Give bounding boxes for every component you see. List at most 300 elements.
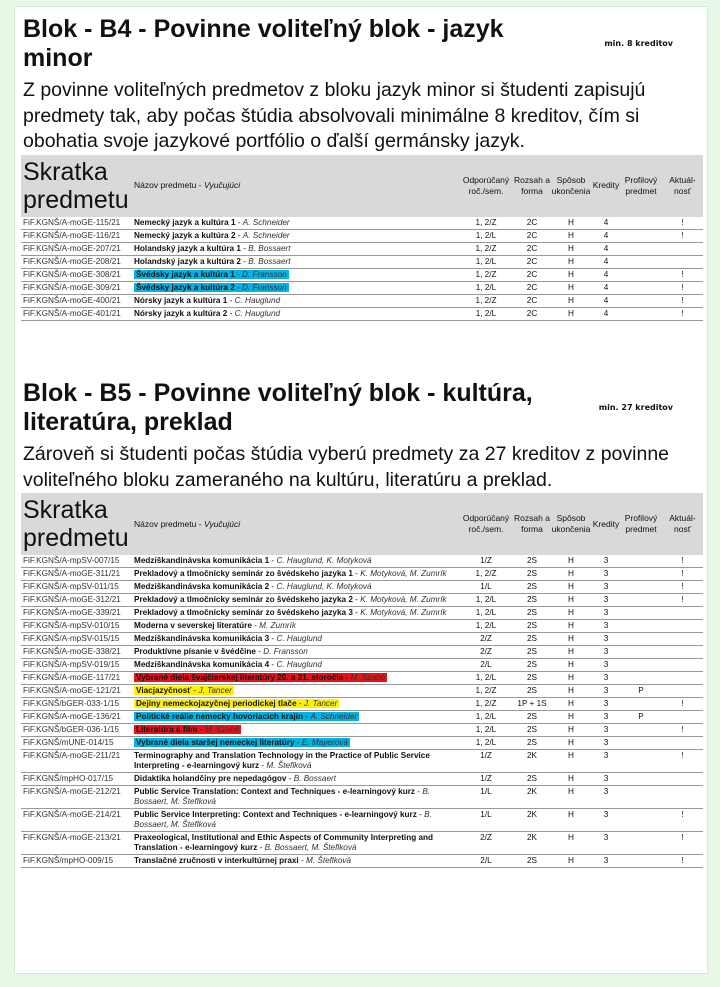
profile-flag [620,832,662,855]
actuality-flag: ! [662,568,703,581]
course-name-cell [132,750,458,773]
recommended-year: 1, 2/L [458,229,514,242]
table-row [21,217,703,230]
course-form: 2C [514,268,550,281]
course-name-cell [132,620,458,633]
recommended-year: 1/Z [458,773,514,786]
course-name-cell [132,217,458,230]
course-code: FiF.KGNŠ/mpHO-009/15 [21,855,132,868]
course-code: FiF.KGNŠ/A-moGE-213/21 [21,832,132,855]
course-teacher: D. Fransson [242,282,287,292]
recommended-year: 1, 2/L [458,711,514,724]
table-row [21,698,703,711]
profile-flag [620,633,662,646]
course-form: 2C [514,281,550,294]
actuality-flag: ! [662,809,703,832]
table-row [21,773,703,786]
course-teacher: M. Szabó [350,673,386,682]
course-code: FiF.KGNŠ/A-moGE-312/21 [21,594,132,607]
course-form: 2K [514,832,550,855]
course-name-cell [132,268,458,281]
table-body [21,555,703,868]
course-code: FiF.KGNŠ/bGER-036-1/15 [21,724,132,737]
course-code: FiF.KGNŠ/A-moGE-207/21 [21,242,132,255]
course-form: 2S [514,711,550,724]
course-name-wrap: Holandský jazyk a kultúra 2 - B. Bossaert [134,256,291,266]
course-name: Nemecký jazyk a kultúra 2 [134,230,236,240]
block-b4 [23,15,699,321]
completion-type: H [550,646,592,659]
recommended-year: 1/L [458,581,514,594]
recommended-year: 1, 2/Z [458,242,514,255]
course-name-cell [132,711,458,724]
completion-type: H [550,594,592,607]
course-name-cell [132,229,458,242]
course-form: 2S [514,607,550,620]
table-row [21,672,703,685]
course-name-wrap: Public Service Interpreting: Context and Techniques - e-learningový kurz - B. Bossaert, M. Šteflková [134,810,432,829]
recommended-year: 2/Z [458,646,514,659]
course-name-cell [132,242,458,255]
profile-flag [620,620,662,633]
table-row [21,786,703,809]
actuality-flag [662,646,703,659]
course-code: FiF.KGNŠ/mUNE-014/15 [21,737,132,750]
profile-flag [620,217,662,230]
course-teacher: D. Fransson [263,647,308,656]
course-name: Prekladový a tlmočnícky seminár zo švédskeho jazyka 3 [134,608,353,617]
course-name-wrap: Produktívne písanie v švédčine - D. Fransson [134,647,308,656]
block-title: Blok - B5 - Povinne voliteľný blok - kultúra, literatúra, preklad [23,379,533,436]
course-code: FiF.KGNŠ/A-moGE-117/21 [21,672,132,685]
course-name: Dejiny nemeckojazyčnej periodickej tlače [136,699,297,708]
recommended-year: 1, 2/L [458,594,514,607]
block-description: Z povinne voliteľných predmetov z bloku jazyk minor si študenti zapisujú predmety tak, aby počas štúdia absolvovali minimálne 8 kreditov, čím si obohatia svoje jazykové portfólio o ďalší germánsky jazyk. [23,79,646,152]
course-form: 2C [514,307,550,320]
completion-type: H [550,294,592,307]
recommended-year: 1, 2/L [458,620,514,633]
course-name-wrap: Terminography and Translation Technology in the Practice of Public Service Interpreting - e-learningový kurz - M. Šteflková [134,751,430,770]
block-description: Zároveň si študenti počas štúdia vyberú predmety za 27 kreditov z povinne voliteľného bloku zameraného na kultúru, literatúru a preklad. [23,443,670,491]
recommended-year: 2/Z [458,633,514,646]
recommended-year: 1, 2/L [458,255,514,268]
completion-type: H [550,685,592,698]
course-form: 2C [514,242,550,255]
course-code: FiF.KGNŠ/A-mpSV-010/15 [21,620,132,633]
completion-type: H [550,568,592,581]
course-code: FiF.KGNŠ/A-moGE-211/21 [21,750,132,773]
recommended-year: 2/L [458,659,514,672]
course-name-cell [132,607,458,620]
course-code: FiF.KGNŠ/A-moGE-339/21 [21,607,132,620]
min-credits: min. 8 kreditov [604,39,673,48]
course-name-cell [132,568,458,581]
col-rozsah: Rozsah a forma [514,174,550,196]
col-sposob: Spôsob ukončenia [551,513,591,534]
course-code: FiF.KGNŠ/A-mpSV-011/15 [21,581,132,594]
actuality-flag: ! [662,855,703,868]
course-teacher: B. Bossaert [248,243,291,253]
credits: 3 [592,555,620,568]
course-name-cell [132,633,458,646]
credits: 4 [592,229,620,242]
course-name: Praxeological, Institutional and Ethic Aspects of Community Interpreting and Translation - e-learningový kurz [134,833,434,852]
actuality-flag: ! [662,750,703,773]
credits: 3 [592,786,620,809]
completion-type: H [550,698,592,711]
course-name-cell [132,685,458,698]
col-profilovy: Profilový predmet [624,513,658,534]
course-name-cell [132,737,458,750]
course-code: FiF.KGNŠ/A-moGE-116/21 [21,229,132,242]
profile-flag [620,773,662,786]
completion-type: H [550,217,592,230]
course-name-wrap: Viacjazyčnosť - J. Tancer [136,686,232,695]
table-row [21,724,703,737]
course-code: FiF.KGNŠ/A-moGE-208/21 [21,255,132,268]
course-form: 2S [514,773,550,786]
course-name-cell [132,786,458,809]
courses-table [21,155,703,321]
profile-flag [620,607,662,620]
credits: 3 [592,633,620,646]
profile-flag [620,646,662,659]
course-name: Viacjazyčnosť [136,686,192,695]
credits: 3 [592,855,620,868]
table-row [21,555,703,568]
course-teacher: M. Szabó [204,725,240,734]
course-form: 2S [514,620,550,633]
actuality-flag [662,737,703,750]
recommended-year: 1/Z [458,750,514,773]
course-code: FiF.KGNŠ/A-moGE-212/21 [21,786,132,809]
course-teacher: C. Hauglund [234,308,281,318]
credits: 3 [592,773,620,786]
col-profilovy: Profilový predmet [624,174,658,196]
table-row [21,581,703,594]
course-name-cell [132,724,458,737]
course-form: 2S [514,646,550,659]
actuality-flag [662,672,703,685]
course-name: Vybrané diela švajčiarskej literatúry 20. a 21. storočia [136,673,344,682]
course-name-wrap: Medziškandinávska komunikácia 2 - C. Hauglund, K. Motyková [134,582,372,591]
course-code: FiF.KGNŠ/A-moGE-136/21 [21,711,132,724]
credits: 4 [592,255,620,268]
profile-flag [620,737,662,750]
course-name-cell [132,659,458,672]
course-teacher: B. Bossaert, M. Šteflková [134,810,432,829]
completion-type: H [550,809,592,832]
profile-flag [620,809,662,832]
block-title: Blok - B4 - Povinne voliteľný blok - jazyk minor [23,15,504,72]
course-name: Vybrané diela staršej nemeckej literatúry [136,738,295,747]
course-teacher: A. Schneider [242,230,290,240]
completion-type: H [550,773,592,786]
recommended-year: 1/L [458,809,514,832]
actuality-flag: ! [662,217,703,230]
completion-type: H [550,242,592,255]
table-row [21,242,703,255]
course-teacher: A. Schneider [310,712,358,721]
course-name: Translačné zručnosti v interkultúrnej praxi [134,856,299,865]
credits: 3 [592,724,620,737]
course-form: 2S [514,568,550,581]
table-row [21,229,703,242]
course-form: 2S [514,659,550,672]
credits: 3 [592,711,620,724]
table-row [21,685,703,698]
completion-type: H [550,307,592,320]
completion-type: H [550,620,592,633]
course-form: 2C [514,255,550,268]
course-name: Didaktika holandčiny pre nepedagógov [134,774,287,783]
course-form: 2S [514,724,550,737]
course-teacher: K. Motyková, M. Zumrík [360,569,447,578]
actuality-flag [662,255,703,268]
content-card [14,6,708,974]
recommended-year: 2/Z [458,832,514,855]
course-form: 2S [514,633,550,646]
actuality-flag: ! [662,698,703,711]
course-name: Moderna v severskej literatúre [134,621,252,630]
completion-type: H [550,255,592,268]
table-row [21,281,703,294]
course-teacher: E. Mayerová [301,738,348,747]
course-name: Medziškandinávska komunikácia 1 [134,556,270,565]
table-row [21,855,703,868]
course-name-wrap: Švédsky jazyk a kultúra 1 - D. Fransson [136,269,287,279]
profile-flag: P [620,685,662,698]
course-code: FiF.KGNŠ/A-moGE-309/21 [21,281,132,294]
credits: 3 [592,620,620,633]
profile-flag [620,568,662,581]
actuality-flag: ! [662,594,703,607]
col-aktualnost: Aktuál-nosť [669,513,696,534]
credits: 4 [592,242,620,255]
profile-flag [620,242,662,255]
course-name-wrap: Medziškandinávska komunikácia 4 - C. Hauglund [134,660,322,669]
table-row [21,594,703,607]
course-form: 2K [514,786,550,809]
course-name: Nemecký jazyk a kultúra 1 [134,217,236,227]
course-name: Nórsky jazyk a kultúra 1 [134,295,228,305]
course-name-wrap: Praxeological, Institutional and Ethic Aspects of Community Interpreting and Translation - e-learningový kurz - B. Bossaert, M. Šteflková [134,833,434,852]
course-form: 2C [514,217,550,230]
completion-type: H [550,659,592,672]
profile-flag [620,672,662,685]
col-nazov: Názov predmetu - Vyučujúci [134,518,241,529]
credits: 3 [592,581,620,594]
course-teacher: M. Zumrík [259,621,296,630]
course-form: 2S [514,672,550,685]
course-teacher: B. Bossaert [293,774,337,783]
profile-flag [620,659,662,672]
course-code: FiF.KGNŠ/A-moGE-115/21 [21,217,132,230]
course-name: Prekladový a tlmočnícky seminár zo švédskeho jazyka 1 [134,569,353,578]
actuality-flag: ! [662,294,703,307]
completion-type: H [550,750,592,773]
course-name: Politické reálie nemecky hovoriacich krajín [136,712,304,721]
course-code: FiF.KGNŠ/A-moGE-121/21 [21,685,132,698]
credits: 3 [592,607,620,620]
course-form: 2K [514,809,550,832]
actuality-flag [662,620,703,633]
course-name-wrap: Medziškandinávska komunikácia 1 - C. Hauglund, K. Motyková [134,556,372,565]
course-teacher: C. Hauglund [276,660,322,669]
recommended-year: 1, 2/Z [458,568,514,581]
course-name-wrap: Dejiny nemeckojazyčnej periodickej tlače - J. Tancer [136,699,338,708]
profile-flag [620,724,662,737]
recommended-year: 1, 2/Z [458,685,514,698]
course-name-cell [132,594,458,607]
course-name-wrap: Politické reálie nemecky hovoriacich krajín - A. Schneider [136,712,358,721]
course-form: 1P + 1S [514,698,550,711]
completion-type: H [550,832,592,855]
course-name: Švédsky jazyk a kultúra 1 [136,269,235,279]
table-row [21,659,703,672]
completion-type: H [550,633,592,646]
actuality-flag: ! [662,307,703,320]
credits: 3 [592,750,620,773]
course-teacher: J. Tancer [303,699,338,708]
profile-flag [620,594,662,607]
credits: 3 [592,672,620,685]
block-b5 [23,379,699,868]
actuality-flag [662,242,703,255]
recommended-year: 1, 2/Z [458,217,514,230]
course-name: Public Service Interpreting: Context and Techniques - e-learningový kurz [134,810,417,819]
completion-type: H [550,786,592,809]
course-code: FiF.KGNŠ/mpHO-017/15 [21,773,132,786]
course-name-cell [132,646,458,659]
actuality-flag [662,659,703,672]
profile-flag [620,281,662,294]
profile-flag [620,268,662,281]
course-name-cell [132,281,458,294]
table-row [21,737,703,750]
table-row [21,307,703,320]
course-form: 2K [514,750,550,773]
recommended-year: 1/L [458,786,514,809]
course-name-wrap: Translačné zručnosti v interkultúrnej praxi - M. Šteflková [134,856,352,865]
course-name-wrap: Literatúra a film - M. Szabó [136,725,240,734]
course-name-cell [132,773,458,786]
actuality-flag: ! [662,832,703,855]
course-name-wrap: Švédsky jazyk a kultúra 2 - D. Fransson [136,282,287,292]
credits: 4 [592,217,620,230]
profile-flag [620,855,662,868]
recommended-year: 1, 2/L [458,737,514,750]
course-name: Literatúra a film [136,725,198,734]
table-row [21,711,703,724]
table-row [21,620,703,633]
completion-type: H [550,724,592,737]
course-name-cell [132,855,458,868]
course-name-wrap: Moderna v severskej literatúre - M. Zumrík [134,621,296,630]
course-name-cell [132,698,458,711]
course-name-cell [132,555,458,568]
table-row [21,646,703,659]
course-teacher: C. Hauglund [276,634,322,643]
credits: 3 [592,698,620,711]
course-code: FiF.KGNŠ/A-moGE-401/21 [21,307,132,320]
profile-flag [620,229,662,242]
course-teacher: C. Hauglund, K. Motyková [276,556,372,565]
course-name-wrap: Holandský jazyk a kultúra 1 - B. Bossaert [134,243,291,253]
recommended-year: 1, 2/L [458,724,514,737]
actuality-flag [662,773,703,786]
actuality-flag [662,607,703,620]
profile-flag [620,555,662,568]
course-form: 2S [514,685,550,698]
course-form: 2S [514,855,550,868]
course-name-wrap: Vybrané diela staršej nemeckej literatúry - E. Mayerová [136,738,348,747]
completion-type: H [550,711,592,724]
course-code: FiF.KGNŠ/A-moGE-338/21 [21,646,132,659]
course-teacher: K. Motyková, M. Zumrík [360,608,447,617]
profile-flag [620,698,662,711]
table-row [21,568,703,581]
courses-table [21,493,703,868]
actuality-flag: ! [662,281,703,294]
table-row [21,832,703,855]
course-code: FiF.KGNŠ/bGER-033-1/15 [21,698,132,711]
credits: 3 [592,685,620,698]
profile-flag: P [620,711,662,724]
table-row [21,268,703,281]
credits: 3 [592,594,620,607]
credits: 4 [592,268,620,281]
course-name: Produktívne písanie v švédčine [134,647,256,656]
table-row [21,607,703,620]
course-name-wrap: Nemecký jazyk a kultúra 1 - A. Schneider [134,217,290,227]
course-name-wrap: Vybrané diela švajčiarskej literatúry 20. a 21. storočia - M. Szabó [136,673,386,682]
col-odporucany: Odporúčaný roč./sem. [462,513,510,534]
col-odporucany: Odporúčaný roč./sem. [462,174,510,196]
course-form: 2S [514,737,550,750]
profile-flag [620,786,662,809]
completion-type: H [550,229,592,242]
actuality-flag [662,685,703,698]
min-credits: min. 27 kreditov [598,403,673,412]
course-code: FiF.KGNŠ/A-moGE-400/21 [21,294,132,307]
course-name: Medziškandinávska komunikácia 2 [134,582,270,591]
course-name-cell [132,255,458,268]
actuality-flag: ! [662,724,703,737]
course-name-cell [132,672,458,685]
course-name: Holandský jazyk a kultúra 1 [134,243,241,253]
recommended-year: 1, 2/Z [458,268,514,281]
completion-type: H [550,281,592,294]
course-name: Nórsky jazyk a kultúra 2 [134,308,228,318]
course-name-wrap: Nemecký jazyk a kultúra 2 - A. Schneider [134,230,290,240]
course-teacher: C. Hauglund, K. Motyková [276,582,372,591]
actuality-flag [662,633,703,646]
actuality-flag [662,711,703,724]
course-code: FiF.KGNŠ/A-moGE-308/21 [21,268,132,281]
recommended-year: 1, 2/Z [458,698,514,711]
course-name-cell [132,581,458,594]
course-teacher: M. Šteflková [266,761,312,770]
profile-flag [620,294,662,307]
actuality-flag: ! [662,581,703,594]
course-teacher: B. Bossaert [248,256,291,266]
credits: 3 [592,646,620,659]
col-nazov: Názov predmetu - Vyučujúci [134,180,241,190]
completion-type: H [550,581,592,594]
credits: 3 [592,568,620,581]
course-form: 2S [514,594,550,607]
